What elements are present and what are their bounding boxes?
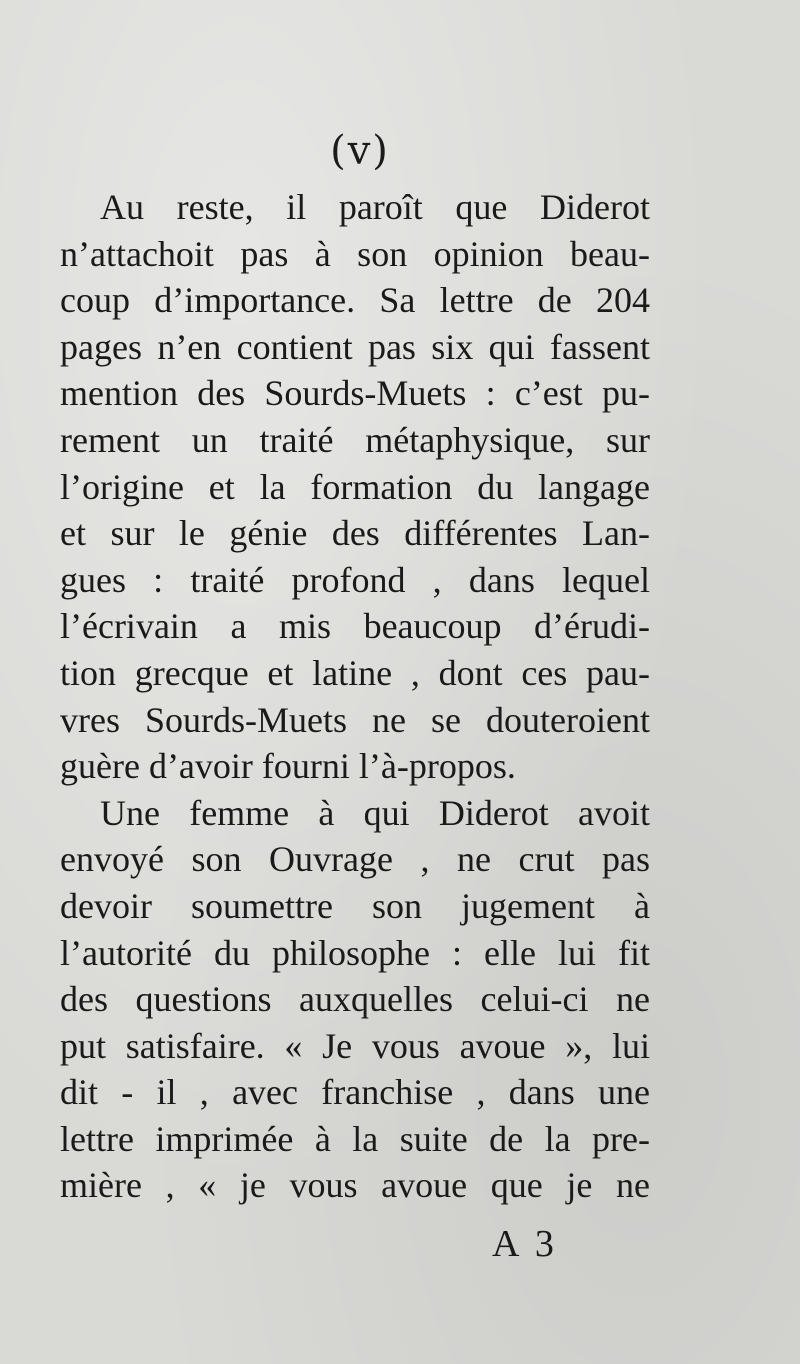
paragraph-1: [60, 184, 650, 790]
text-line: dit - il , avec franchise , dans une: [60, 1072, 650, 1113]
body-text: [60, 184, 650, 1209]
text-line: l’autorité du philosophe : elle lui fit: [60, 932, 650, 973]
text-line: Une femme à qui Diderot avoit: [100, 792, 650, 833]
paragraph-2: [60, 790, 650, 1209]
text-line: gues : traité profond , dans lequel: [60, 559, 650, 600]
text-line: mière , « je vous avoue que je ne: [60, 1165, 650, 1206]
text-line: des questions auxquelles celui-ci ne: [60, 979, 650, 1020]
text-line: n’attachoit pas à son opinion beau-: [60, 233, 650, 274]
text-line: devoir soumettre son jugement à: [60, 885, 650, 926]
text-line: lettre imprimée à la suite de la pre-: [60, 1118, 650, 1159]
text-line: mention des Sourds-Muets : c’est pu-: [60, 373, 650, 414]
text-line: guère d’avoir fourni l’à-propos.: [60, 746, 516, 787]
text-line: pages n’en contient pas six qui fassent: [60, 326, 650, 367]
text-line: envoyé son Ouvrage , ne crut pas: [60, 839, 650, 880]
page-number: (v): [330, 128, 390, 174]
text-line: vres Sourds-Muets ne se douteroient: [60, 699, 650, 740]
text-line: l’écrivain a mis beaucoup d’érudi-: [60, 606, 650, 647]
text-line: tion grecque et latine , dont ces pau-: [60, 652, 650, 693]
signature-mark: A 3: [492, 1223, 558, 1265]
text-line: et sur le génie des différentes Lan-: [60, 513, 650, 554]
text-line: put satisfaire. « Je vous avoue », lui: [60, 1025, 650, 1066]
text-line: rement un traité métaphysique, sur: [60, 419, 650, 460]
text-line: coup d’importance. Sa lettre de 204: [60, 280, 650, 321]
text-line: Au reste, il paroît que Diderot: [100, 187, 650, 227]
text-line: l’origine et la formation du langage: [60, 466, 650, 507]
